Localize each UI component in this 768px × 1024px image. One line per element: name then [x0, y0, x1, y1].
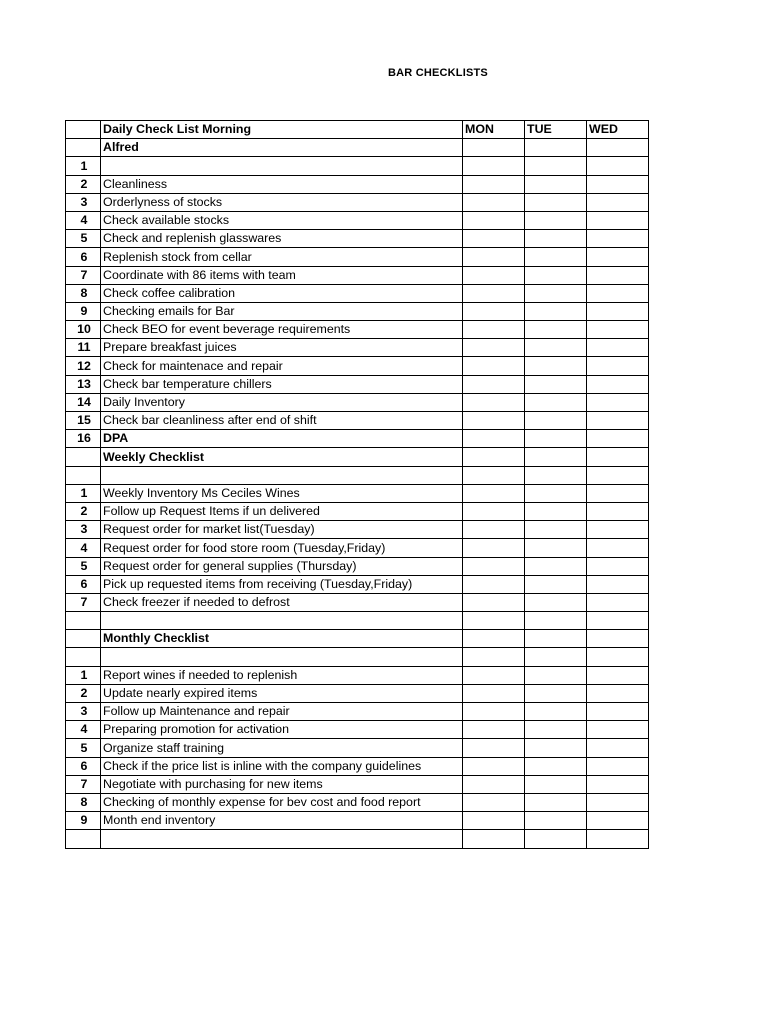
- check-cell-tue[interactable]: [525, 757, 587, 775]
- check-cell-mon[interactable]: [463, 812, 525, 830]
- table-row: [66, 175, 649, 193]
- table-row: [66, 539, 649, 557]
- row-task: Check BEO for event beverage requirements: [101, 321, 463, 339]
- check-cell-wed[interactable]: [587, 812, 649, 830]
- table-row: [66, 557, 649, 575]
- row-number: 5: [66, 557, 101, 575]
- check-cell-tue[interactable]: [525, 302, 587, 320]
- check-cell-mon[interactable]: [463, 630, 525, 648]
- row-task: DPA: [101, 430, 463, 448]
- header-num-cell: [66, 121, 101, 139]
- check-cell-wed[interactable]: [587, 357, 649, 375]
- check-cell-wed[interactable]: [587, 757, 649, 775]
- row-task: Coordinate with 86 items with team: [101, 266, 463, 284]
- check-cell-mon[interactable]: [463, 593, 525, 611]
- checklist-table: [65, 120, 649, 849]
- check-cell-tue[interactable]: [525, 521, 587, 539]
- table-row: [66, 211, 649, 229]
- check-cell-mon[interactable]: [463, 466, 525, 484]
- check-cell-tue[interactable]: [525, 484, 587, 502]
- check-cell-wed[interactable]: [587, 211, 649, 229]
- table-row: [66, 812, 649, 830]
- check-cell-mon[interactable]: [463, 648, 525, 666]
- check-cell-mon[interactable]: [463, 339, 525, 357]
- check-cell-wed[interactable]: [587, 630, 649, 648]
- check-cell-wed[interactable]: [587, 139, 649, 157]
- check-cell-mon[interactable]: [463, 557, 525, 575]
- check-cell-tue[interactable]: [525, 684, 587, 702]
- table-row: [66, 648, 649, 666]
- row-number: 7: [66, 266, 101, 284]
- row-task: Replenish stock from cellar: [101, 248, 463, 266]
- check-cell-mon[interactable]: [463, 430, 525, 448]
- row-task: Weekly Checklist: [101, 448, 463, 466]
- table-row: [66, 612, 649, 630]
- check-cell-tue[interactable]: [525, 339, 587, 357]
- check-cell-wed[interactable]: [587, 175, 649, 193]
- check-cell-wed[interactable]: [587, 521, 649, 539]
- table-row: [66, 193, 649, 211]
- row-number: [66, 630, 101, 648]
- row-number: 15: [66, 412, 101, 430]
- check-cell-wed[interactable]: [587, 466, 649, 484]
- check-cell-tue[interactable]: [525, 775, 587, 793]
- check-cell-mon[interactable]: [463, 321, 525, 339]
- check-cell-tue[interactable]: [525, 612, 587, 630]
- row-task: Check for maintenace and repair: [101, 357, 463, 375]
- row-task: Prepare breakfast juices: [101, 339, 463, 357]
- row-number: 6: [66, 248, 101, 266]
- check-cell-mon[interactable]: [463, 502, 525, 520]
- row-task: Request order for market list(Tuesday): [101, 521, 463, 539]
- check-cell-wed[interactable]: [587, 775, 649, 793]
- check-cell-wed[interactable]: [587, 284, 649, 302]
- row-task: Negotiate with purchasing for new items: [101, 775, 463, 793]
- check-cell-tue[interactable]: [525, 502, 587, 520]
- check-cell-mon[interactable]: [463, 357, 525, 375]
- check-cell-wed[interactable]: [587, 412, 649, 430]
- check-cell-mon[interactable]: [463, 248, 525, 266]
- row-task: Update nearly expired items: [101, 684, 463, 702]
- row-task: Check bar temperature chillers: [101, 375, 463, 393]
- table-row: [66, 830, 649, 848]
- table-row: [66, 248, 649, 266]
- row-number: 1: [66, 666, 101, 684]
- row-task: Follow up Request Items if un delivered: [101, 502, 463, 520]
- row-number: 3: [66, 703, 101, 721]
- check-cell-wed[interactable]: [587, 502, 649, 520]
- table-row: [66, 339, 649, 357]
- check-cell-tue[interactable]: [525, 648, 587, 666]
- check-cell-tue[interactable]: [525, 321, 587, 339]
- table-row: [66, 721, 649, 739]
- check-cell-mon[interactable]: [463, 721, 525, 739]
- check-cell-tue[interactable]: [525, 266, 587, 284]
- check-cell-wed[interactable]: [587, 484, 649, 502]
- row-task: Check bar cleanliness after end of shift: [101, 412, 463, 430]
- row-number: 2: [66, 502, 101, 520]
- row-number: [66, 139, 101, 157]
- row-task: Pick up requested items from receiving (Tuesday,Friday): [101, 575, 463, 593]
- row-number: 11: [66, 339, 101, 357]
- check-cell-mon[interactable]: [463, 157, 525, 175]
- check-cell-mon[interactable]: [463, 211, 525, 229]
- check-cell-mon[interactable]: [463, 302, 525, 320]
- row-number: 7: [66, 775, 101, 793]
- row-task: [101, 466, 463, 484]
- check-cell-tue[interactable]: [525, 830, 587, 848]
- check-cell-tue[interactable]: [525, 375, 587, 393]
- table-row: [66, 757, 649, 775]
- row-task: Month end inventory: [101, 812, 463, 830]
- row-number: 8: [66, 793, 101, 811]
- row-number: [66, 612, 101, 630]
- row-task: Monthly Checklist: [101, 630, 463, 648]
- check-cell-tue[interactable]: [525, 448, 587, 466]
- row-task: Organize staff training: [101, 739, 463, 757]
- check-cell-wed[interactable]: [587, 739, 649, 757]
- table-row: [66, 502, 649, 520]
- row-number: 3: [66, 521, 101, 539]
- table-row: [66, 630, 649, 648]
- table-row: [66, 466, 649, 484]
- table-row: [66, 412, 649, 430]
- table-row: [66, 302, 649, 320]
- row-number: 12: [66, 357, 101, 375]
- check-cell-mon[interactable]: [463, 666, 525, 684]
- check-cell-mon[interactable]: [463, 393, 525, 411]
- check-cell-tue[interactable]: [525, 721, 587, 739]
- check-cell-wed[interactable]: [587, 575, 649, 593]
- row-number: 5: [66, 230, 101, 248]
- check-cell-mon[interactable]: [463, 139, 525, 157]
- row-number: 4: [66, 539, 101, 557]
- table-row: [66, 448, 649, 466]
- check-cell-mon[interactable]: [463, 484, 525, 502]
- check-cell-mon[interactable]: [463, 175, 525, 193]
- check-cell-mon[interactable]: [463, 684, 525, 702]
- check-cell-mon[interactable]: [463, 266, 525, 284]
- check-cell-wed[interactable]: [587, 375, 649, 393]
- check-cell-tue[interactable]: [525, 211, 587, 229]
- row-task: Follow up Maintenance and repair: [101, 703, 463, 721]
- check-cell-wed[interactable]: [587, 684, 649, 702]
- row-task: Request order for food store room (Tuesday,Friday): [101, 539, 463, 557]
- header-row: [66, 121, 649, 139]
- check-cell-wed[interactable]: [587, 157, 649, 175]
- table-row: [66, 430, 649, 448]
- table-row: [66, 139, 649, 157]
- row-task: Preparing promotion for activation: [101, 721, 463, 739]
- table-row: [66, 284, 649, 302]
- check-cell-mon[interactable]: [463, 448, 525, 466]
- row-number: [66, 448, 101, 466]
- row-number: 13: [66, 375, 101, 393]
- check-cell-wed[interactable]: [587, 648, 649, 666]
- check-cell-wed[interactable]: [587, 830, 649, 848]
- check-cell-mon[interactable]: [463, 775, 525, 793]
- check-cell-mon[interactable]: [463, 412, 525, 430]
- check-cell-mon[interactable]: [463, 757, 525, 775]
- row-number: 6: [66, 575, 101, 593]
- row-number: 10: [66, 321, 101, 339]
- check-cell-tue[interactable]: [525, 557, 587, 575]
- row-task: Check and replenish glasswares: [101, 230, 463, 248]
- check-cell-mon[interactable]: [463, 539, 525, 557]
- header-tue: TUE: [525, 121, 587, 139]
- row-number: 8: [66, 284, 101, 302]
- check-cell-wed[interactable]: [587, 393, 649, 411]
- check-cell-mon[interactable]: [463, 739, 525, 757]
- check-cell-tue[interactable]: [525, 175, 587, 193]
- check-cell-wed[interactable]: [587, 321, 649, 339]
- table-row: [66, 157, 649, 175]
- check-cell-wed[interactable]: [587, 248, 649, 266]
- table-row: [66, 575, 649, 593]
- row-task: Check available stocks: [101, 211, 463, 229]
- check-cell-wed[interactable]: [587, 721, 649, 739]
- check-cell-tue[interactable]: [525, 739, 587, 757]
- check-cell-mon[interactable]: [463, 193, 525, 211]
- check-cell-tue[interactable]: [525, 284, 587, 302]
- row-task: Check if the price list is inline with the company guidelines: [101, 757, 463, 775]
- check-cell-wed[interactable]: [587, 539, 649, 557]
- row-number: 7: [66, 593, 101, 611]
- header-mon: MON: [463, 121, 525, 139]
- check-cell-mon[interactable]: [463, 703, 525, 721]
- row-number: 14: [66, 393, 101, 411]
- table-row: [66, 593, 649, 611]
- check-cell-tue[interactable]: [525, 430, 587, 448]
- row-number: [66, 830, 101, 848]
- check-cell-tue[interactable]: [525, 393, 587, 411]
- row-task: [101, 830, 463, 848]
- row-number: 1: [66, 484, 101, 502]
- row-number: 9: [66, 302, 101, 320]
- check-cell-wed[interactable]: [587, 703, 649, 721]
- check-cell-tue[interactable]: [525, 793, 587, 811]
- table-row: [66, 266, 649, 284]
- table-row: [66, 775, 649, 793]
- row-number: [66, 466, 101, 484]
- check-cell-wed[interactable]: [587, 339, 649, 357]
- row-number: [66, 648, 101, 666]
- check-cell-mon[interactable]: [463, 830, 525, 848]
- row-number: 6: [66, 757, 101, 775]
- check-cell-tue[interactable]: [525, 630, 587, 648]
- table-row: [66, 666, 649, 684]
- check-cell-tue[interactable]: [525, 466, 587, 484]
- table-row: [66, 793, 649, 811]
- row-task: [101, 648, 463, 666]
- check-cell-wed[interactable]: [587, 302, 649, 320]
- check-cell-mon[interactable]: [463, 284, 525, 302]
- check-cell-mon[interactable]: [463, 612, 525, 630]
- check-cell-tue[interactable]: [525, 357, 587, 375]
- row-number: 5: [66, 739, 101, 757]
- check-cell-mon[interactable]: [463, 375, 525, 393]
- check-cell-tue[interactable]: [525, 575, 587, 593]
- check-cell-wed[interactable]: [587, 666, 649, 684]
- table-row: [66, 703, 649, 721]
- row-task: Weekly Inventory Ms Ceciles Wines: [101, 484, 463, 502]
- check-cell-tue[interactable]: [525, 230, 587, 248]
- check-cell-mon[interactable]: [463, 575, 525, 593]
- check-cell-wed[interactable]: [587, 593, 649, 611]
- table-row: [66, 321, 649, 339]
- row-number: 2: [66, 684, 101, 702]
- row-task: Checking of monthly expense for bev cost and food report: [101, 793, 463, 811]
- check-cell-wed[interactable]: [587, 266, 649, 284]
- row-task: [101, 157, 463, 175]
- check-cell-tue[interactable]: [525, 593, 587, 611]
- check-cell-mon[interactable]: [463, 521, 525, 539]
- table-row: [66, 230, 649, 248]
- row-number: 9: [66, 812, 101, 830]
- row-task: Orderlyness of stocks: [101, 193, 463, 211]
- check-cell-tue[interactable]: [525, 539, 587, 557]
- row-task: Check coffee calibration: [101, 284, 463, 302]
- row-task: Report wines if needed to replenish: [101, 666, 463, 684]
- table-row: [66, 739, 649, 757]
- check-cell-tue[interactable]: [525, 666, 587, 684]
- check-cell-mon[interactable]: [463, 793, 525, 811]
- check-cell-wed[interactable]: [587, 193, 649, 211]
- header-wed: WED: [587, 121, 649, 139]
- row-number: 16: [66, 430, 101, 448]
- table-row: [66, 521, 649, 539]
- table-row: [66, 484, 649, 502]
- row-number: 1: [66, 157, 101, 175]
- table-row: [66, 375, 649, 393]
- check-cell-wed[interactable]: [587, 557, 649, 575]
- table-row: [66, 684, 649, 702]
- row-task: Daily Inventory: [101, 393, 463, 411]
- check-cell-wed[interactable]: [587, 612, 649, 630]
- table-row: [66, 357, 649, 375]
- row-number: 4: [66, 211, 101, 229]
- table-row: [66, 393, 649, 411]
- check-cell-mon[interactable]: [463, 230, 525, 248]
- row-task: Alfred: [101, 139, 463, 157]
- header-task: Daily Check List Morning: [101, 121, 463, 139]
- row-number: 4: [66, 721, 101, 739]
- check-cell-tue[interactable]: [525, 703, 587, 721]
- check-cell-tue[interactable]: [525, 157, 587, 175]
- row-task: Check freezer if needed to defrost: [101, 593, 463, 611]
- check-cell-wed[interactable]: [587, 430, 649, 448]
- row-task: Cleanliness: [101, 175, 463, 193]
- check-cell-wed[interactable]: [587, 230, 649, 248]
- row-task: Request order for general supplies (Thursday): [101, 557, 463, 575]
- check-cell-wed[interactable]: [587, 793, 649, 811]
- check-cell-tue[interactable]: [525, 139, 587, 157]
- row-number: 2: [66, 175, 101, 193]
- check-cell-tue[interactable]: [525, 812, 587, 830]
- check-cell-tue[interactable]: [525, 248, 587, 266]
- row-task: [101, 612, 463, 630]
- page-title: BAR CHECKLISTS: [388, 67, 488, 79]
- check-cell-tue[interactable]: [525, 193, 587, 211]
- check-cell-wed[interactable]: [587, 448, 649, 466]
- row-task: Checking emails for Bar: [101, 302, 463, 320]
- check-cell-tue[interactable]: [525, 412, 587, 430]
- row-number: 3: [66, 193, 101, 211]
